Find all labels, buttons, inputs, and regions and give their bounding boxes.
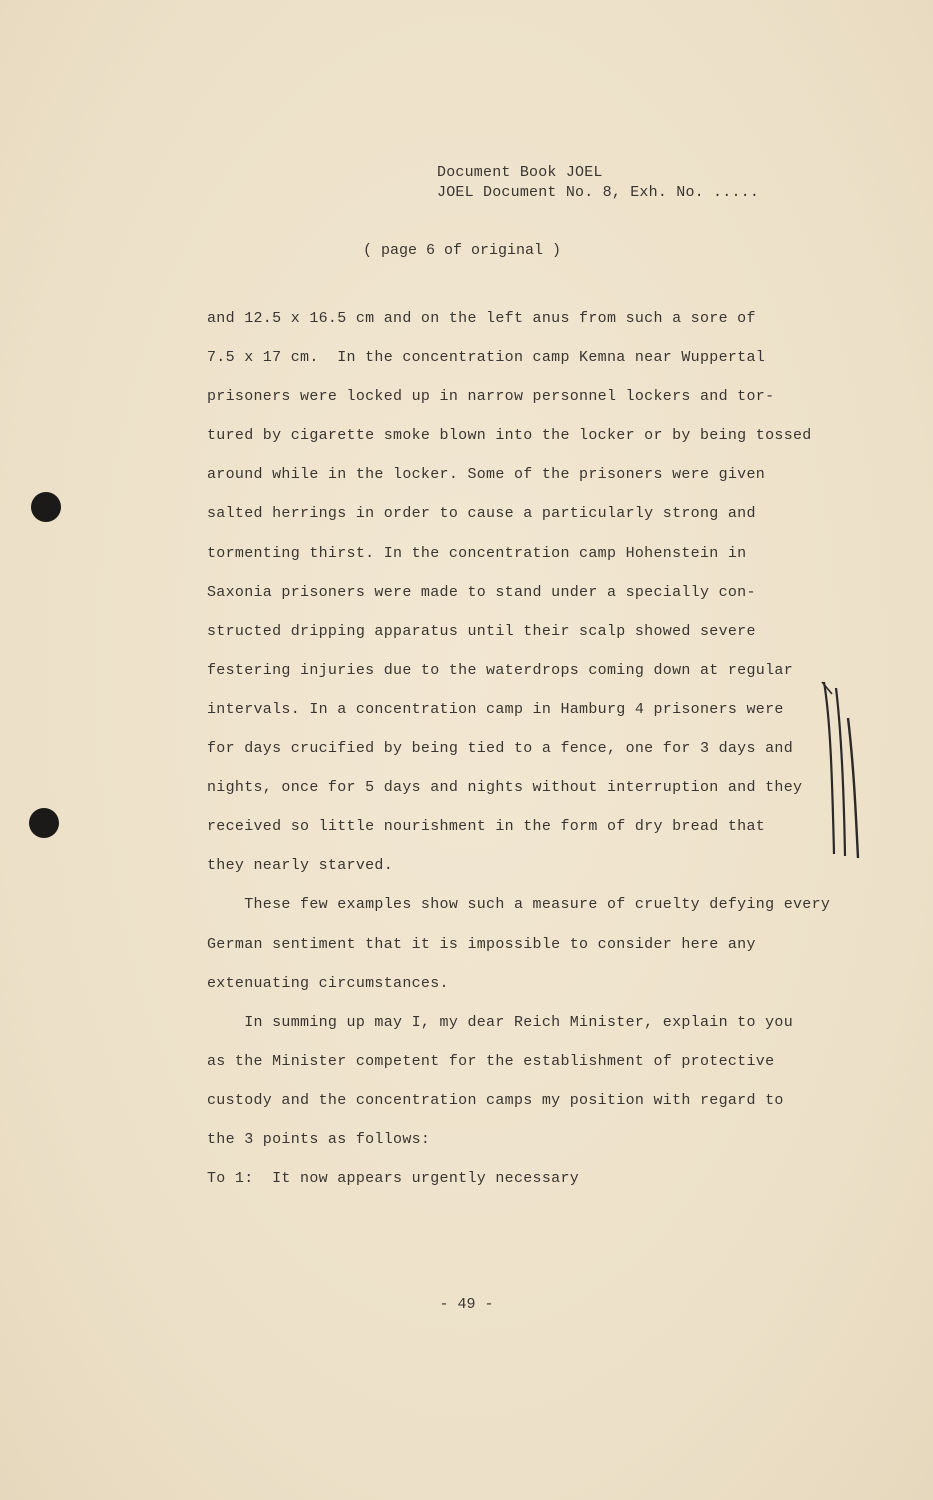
body-line: intervals. In a concentration camp in Hamburg 4 prisoners were xyxy=(207,700,784,718)
body-line: extenuating circumstances. xyxy=(207,974,449,992)
punch-hole xyxy=(29,808,59,838)
body-line: Saxonia prisoners were made to stand under a specially con- xyxy=(207,583,756,601)
body-line: around while in the locker. Some of the prisoners were given xyxy=(207,466,766,484)
body-line: custody and the concentration camps my position with regard to xyxy=(207,1091,784,1109)
document-header xyxy=(437,163,759,203)
body-line: and 12.5 x 16.5 cm and on the left anus from such a sore of xyxy=(207,310,756,327)
body-line: the 3 points as follows: xyxy=(207,1130,431,1148)
body-line: nights, once for 5 days and nights without interruption and they xyxy=(207,779,803,797)
body-line: German sentiment that it is impossible to consider here any xyxy=(207,935,756,953)
body-line: festering injuries due to the waterdrops coming down at regular xyxy=(207,661,793,679)
body-line: prisoners were locked up in narrow personnel lockers and tor- xyxy=(207,388,775,406)
body-line: In summing up may I, my dear Reich Minister, explain to you xyxy=(207,1013,793,1031)
page-number: - 49 - xyxy=(439,1296,494,1313)
body-line: salted herrings in order to cause a particularly strong and xyxy=(207,505,756,523)
body-line: they nearly starved. xyxy=(207,857,394,875)
body-line: To 1: It now appears urgently necessary xyxy=(207,1170,580,1188)
body-line: 7.5 x 17 cm. In the concentration camp Kemna near Wuppertal xyxy=(207,349,766,367)
body-line: tormenting thirst. In the concentration camp Hohenstein in xyxy=(207,544,747,562)
original-page-reference: ( page 6 of original ) xyxy=(363,242,562,259)
body-line: tured by cigarette smoke blown into the locker or by being tossed xyxy=(207,427,812,445)
body-line: These few examples show such a measure of cruelty defying every xyxy=(207,896,831,914)
body-line: as the Minister competent for the establishment of protective xyxy=(207,1052,775,1070)
document-book-title: Document Book JOEL xyxy=(437,164,603,181)
margin-marking xyxy=(818,678,868,863)
document-body xyxy=(207,299,877,1198)
punch-hole xyxy=(31,492,61,522)
body-line: for days crucified by being tied to a fence, one for 3 days and xyxy=(207,740,793,758)
document-exhibit-number: JOEL Document No. 8, Exh. No. ..... xyxy=(437,184,760,201)
body-line: structed dripping apparatus until their scalp showed severe xyxy=(207,622,756,640)
body-line: received so little nourishment in the form of dry bread that xyxy=(207,818,766,836)
